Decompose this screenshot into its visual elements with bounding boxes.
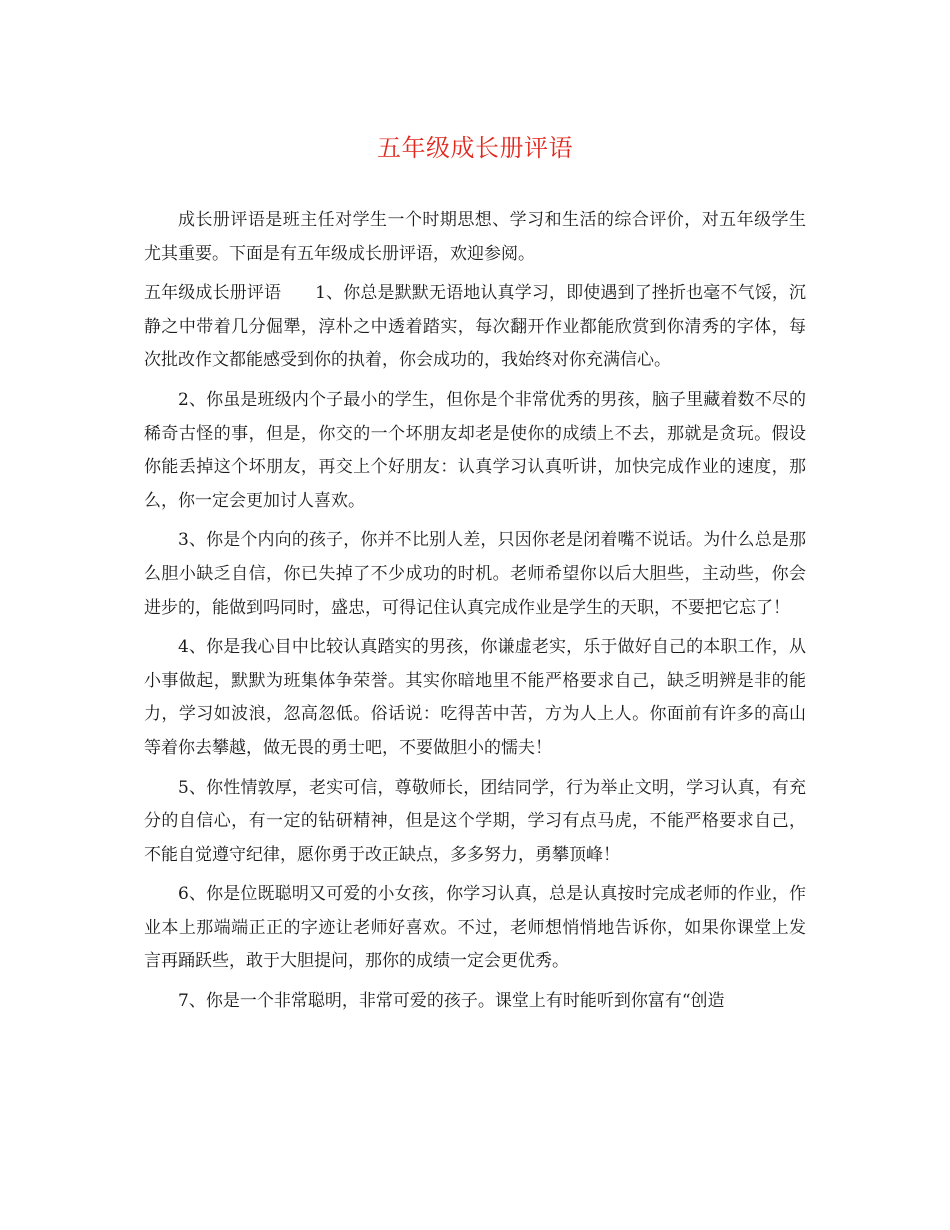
comment-text-1: 1、你总是默默无语地认真学习，即使遇到了挫折也毫不气馁，沉静之中带着几分倔犟，淳朴之中透着踏实，每次翻开作业都能欣赏到你清秀的字体，每次批改作文都能感受到你的执着，你会成功的，我始终对你充满信心。 xyxy=(144,283,806,371)
page-title: 五年级成长册评语 xyxy=(377,134,573,162)
comment-paragraph-4: 4、你是我心目中比较认真踏实的男孩，你谦虚老实，乐于做好自己的本职工作，从小事做起，默默为班集体争荣誉。其实你暗地里不能严格要求自己，缺乏明辨是非的能力，学习如波浪，忽高忽低。俗话说：吃得苦中苦，方为人上人。你面前有许多的高山等着你去攀越，做无畏的勇士吧，不要做胆小的懦夫！ xyxy=(144,637,806,758)
comment-paragraph-5: 5、你性情敦厚，老实可信，尊敬师长，团结同学，行为举止文明，学习认真，有充分的自信心，有一定的钻研精神，但是这个学期，学习有点马虎，不能严格要求自己，不能自觉遵守纪律，愿你勇于改正缺点，多多努力，勇攀顶峰！ xyxy=(144,777,806,865)
comment-paragraph-1 xyxy=(144,277,806,378)
comment-paragraph-3: 3、你是个内向的孩子，你并不比别人差，只因你老是闭着嘴不说话。为什么总是那么胆小缺乏自信，你已失掉了不少成功的时机。老师希望你以后大胆些，主动些，你会进步的，能做到吗同时，盛忠，可得记住认真完成作业是学生的天职，不要把它忘了！ xyxy=(144,530,806,618)
comment-paragraph-6: 6、你是位既聪明又可爱的小女孩，你学习认真，总是认真按时完成老师的作业，作业本上那端端正正的字迹让老师好喜欢。不过，老师想悄悄地告诉你，如果你课堂上发言再踊跃些，敢于大胆提问，那你的成绩一定会更优秀。 xyxy=(144,884,806,972)
intro-paragraph: 成长册评语是班主任对学生一个时期思想、学习和生活的综合评价，对五年级学生尤其重要。下面是有五年级成长册评语，欢迎参阅。 xyxy=(144,210,806,264)
comment-paragraph-2: 2、你虽是班级内个子最小的学生，但你是个非常优秀的男孩，脑子里藏着数不尽的稀奇古怪的事，但是，你交的一个坏朋友却老是使你的成绩上不去，那就是贪玩。假设你能丢掉这个坏朋友，再交上个好朋友：认真学习认真听讲，加快完成作业的速度，那么，你一定会更加讨人喜欢。 xyxy=(144,389,806,511)
document-body xyxy=(144,204,806,1025)
section-label: 五年级成长册评语 xyxy=(144,283,282,304)
comment-paragraph-7: 7、你是一个非常聪明，非常可爱的孩子。课堂上有时能听到你富有“创造 xyxy=(178,991,725,1012)
